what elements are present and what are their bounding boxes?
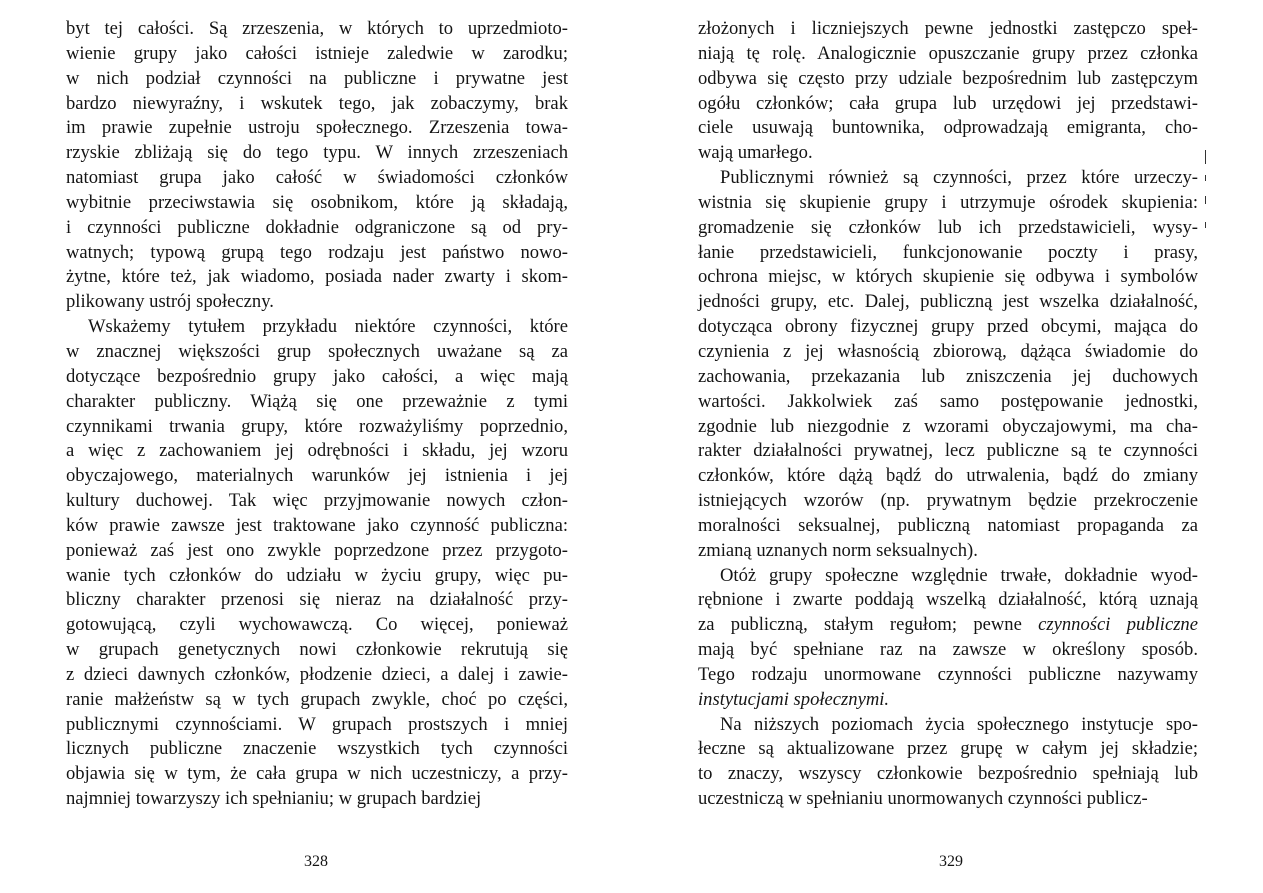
text-line: licznych publiczne znaczenie wszystkich tych czynności bbox=[66, 738, 568, 760]
text-line: czynnikami trwania grupy, które rozważyliśmy poprzednio, bbox=[66, 415, 568, 437]
text-line: za publiczną, stałym regułom; pewne czynności publiczne bbox=[698, 614, 1198, 636]
left-page-number: 328 bbox=[304, 853, 328, 870]
text-line: łanie przedstawicieli, funkcjonowanie poczty i prasy, bbox=[698, 241, 1198, 263]
text-line: gromadzenie się członków lub ich przedstawicieli, wysy- bbox=[698, 216, 1198, 238]
text-line: z dzieci dawnych członków, płodzenie dzieci, a dalej i zawie- bbox=[66, 663, 568, 685]
text-line: Wskażemy tytułem przykładu niektóre czynności, które bbox=[88, 316, 568, 338]
text-line: odbywa się często przy udziale bezpośrednim lub zastępczym bbox=[698, 67, 1198, 89]
text-line: mają być spełniane raz na zawsze w określony sposób. bbox=[698, 639, 1198, 661]
right-page-text bbox=[698, 17, 1198, 812]
text-line: uczestniczą w spełnianiu unormowanych czynności publicz- bbox=[698, 788, 1148, 810]
text-line: gotowującą, czyli wychowawczą. Co więcej, ponieważ bbox=[66, 614, 568, 636]
margin-mark bbox=[1205, 222, 1206, 228]
text-line: rzyskie zbliżają się do tego typu. W innych zrzeszeniach bbox=[66, 142, 568, 164]
text-line: kultury duchowej. Tak więc przyjmowanie nowych człon- bbox=[66, 490, 568, 512]
text-line: to znaczy, wszyscy członkowie bezpośrednio spełniają lub bbox=[698, 763, 1198, 785]
text-line: ków prawie zawsze jest traktowane jako czynność publiczna: bbox=[66, 514, 568, 536]
text-line: zmianą uznanych norm seksualnych). bbox=[698, 539, 978, 561]
text-line: charakter publiczny. Wiążą się one przeważnie z tymi bbox=[66, 390, 568, 412]
margin-mark bbox=[1205, 196, 1206, 204]
right-page-number: 329 bbox=[939, 853, 963, 870]
text-line: objawia się w tym, że cała grupa w nich uczestniczy, a przy- bbox=[66, 763, 568, 785]
text-line: rębnione i zwarte poddają wszelką działalność, którą uznają bbox=[698, 589, 1198, 611]
text-line: złożonych i liczniejszych pewne jednostki zastępczo speł- bbox=[698, 18, 1198, 39]
text-line: a więc z zachowaniem jej odrębności i składu, jej wzoru bbox=[66, 440, 568, 462]
text-line: publicznymi czynnościami. W grupach prostszych i mniej bbox=[66, 713, 568, 735]
text-line: byt tej całości. Są zrzeszenia, w których to uprzedmioto- bbox=[66, 18, 568, 39]
text-line: natomiast grupa jako całość w świadomości członków bbox=[66, 167, 568, 189]
right-page bbox=[631, 0, 1263, 893]
margin-mark bbox=[1205, 175, 1206, 181]
left-page bbox=[0, 0, 631, 893]
text-line: wanie tych członków do udziału w życiu grupy, więc pu- bbox=[66, 564, 568, 586]
text-line: ogółu członków; cała grupa lub urzędowi jej przedstawi- bbox=[698, 92, 1198, 114]
text-line: zachowania, przekazania lub zniszczenia jej duchowych bbox=[698, 365, 1198, 387]
text-line: bardzo niewyraźny, i wskutek tego, jak zobaczymy, brak bbox=[66, 92, 568, 114]
text-line: w grupach genetycznych nowi członkowie rekrutują się bbox=[66, 639, 568, 661]
text-line: plikowany ustrój społeczny. bbox=[66, 291, 274, 313]
text-line: bliczny charakter przenosi się nieraz na działalność przy- bbox=[66, 589, 568, 611]
text-line: Tego rodzaju unormowane czynności publiczne nazywamy bbox=[698, 663, 1198, 685]
text-line: dotyczące bezpośrednio grupy jako całości, a więc mają bbox=[66, 365, 568, 387]
text-line: istniejących wzorów (np. prywatnym będzie przekroczenie bbox=[698, 490, 1198, 512]
text-line: łeczne są aktualizowane przez grupę w całym jej składzie; bbox=[698, 738, 1198, 760]
text-line: najmniej towarzyszy ich spełnianiu; w grupach bardziej bbox=[66, 788, 482, 810]
text-line: ochrona miejsc, w których skupienie się odbywa i symbolów bbox=[698, 266, 1198, 288]
text-line: i czynności publiczne dokładnie odgraniczone są od pry- bbox=[66, 216, 568, 238]
text-line: żytne, które też, jak wiadomo, posiada nader zwarty i skom- bbox=[66, 266, 568, 288]
text-line: zgodnie lub niezgodnie z wzorami obyczajowymi, ma cha- bbox=[698, 415, 1198, 437]
text-line: instytucjami społecznymi. bbox=[698, 688, 890, 710]
text-line: niają tę rolę. Analogicznie opuszczanie grupy przez członka bbox=[698, 42, 1198, 64]
text-line: jedności grupy, etc. Dalej, publiczną jest wszelka działalność, bbox=[698, 291, 1198, 313]
text-line: ranie małżeństw są w tych grupach zwykle, choć po części, bbox=[66, 688, 568, 710]
text-line: Otóż grupy społeczne względnie trwałe, dokładnie wyod- bbox=[720, 564, 1198, 586]
text-line: rakter działalności prywatnej, lecz publiczne są te czynności bbox=[698, 440, 1198, 462]
text-line: wają umarłego. bbox=[698, 142, 813, 164]
margin-mark bbox=[1205, 150, 1206, 164]
text-line: im prawie zupełnie ustroju społecznego. Zrzeszenia towa- bbox=[66, 117, 568, 139]
text-line: w znacznej większości grup społecznych uważane są za bbox=[66, 340, 568, 362]
text-line: członków, które dążą bądź do utrwalenia, bądź do zmiany bbox=[698, 465, 1198, 487]
text-line: w nich podział czynności na publiczne i prywatne jest bbox=[66, 67, 568, 89]
text-line: Publicznymi również są czynności, przez które urzeczy- bbox=[720, 167, 1198, 189]
text-line: wistnia się skupienie grupy i utrzymuje ośrodek skupienia: bbox=[698, 191, 1198, 213]
text-line: ciele usuwają buntownika, odprowadzają emigranta, cho- bbox=[698, 117, 1198, 139]
text-line: wartości. Jakkolwiek zaś samo postępowanie jednostki, bbox=[698, 390, 1198, 412]
text-line: watnych; typową grupą tego rodzaju jest państwo nowo- bbox=[66, 241, 568, 263]
text-line: moralności seksualnej, publiczną natomiast propaganda za bbox=[698, 514, 1198, 536]
text-line: dotycząca obrony fizycznej grupy przed obcymi, mająca do bbox=[698, 316, 1198, 338]
text-line: wybitnie przeciwstawia się osobnikom, które ją składają, bbox=[66, 191, 568, 213]
text-line: Na niższych poziomach życia społecznego instytucje spo- bbox=[720, 713, 1198, 735]
left-page-text bbox=[66, 17, 568, 812]
text-line: wienie grupy jako całości istnieje zaledwie w zarodku; bbox=[66, 42, 568, 64]
text-line: obyczajowego, materialnych warunków jej istnienia i jej bbox=[66, 465, 568, 487]
text-line: czynienia z jej własnością zbiorową, dążąca świadomie do bbox=[698, 340, 1198, 362]
text-line: ponieważ zaś jest ono zwykle poprzedzone przez przygoto- bbox=[66, 539, 568, 561]
